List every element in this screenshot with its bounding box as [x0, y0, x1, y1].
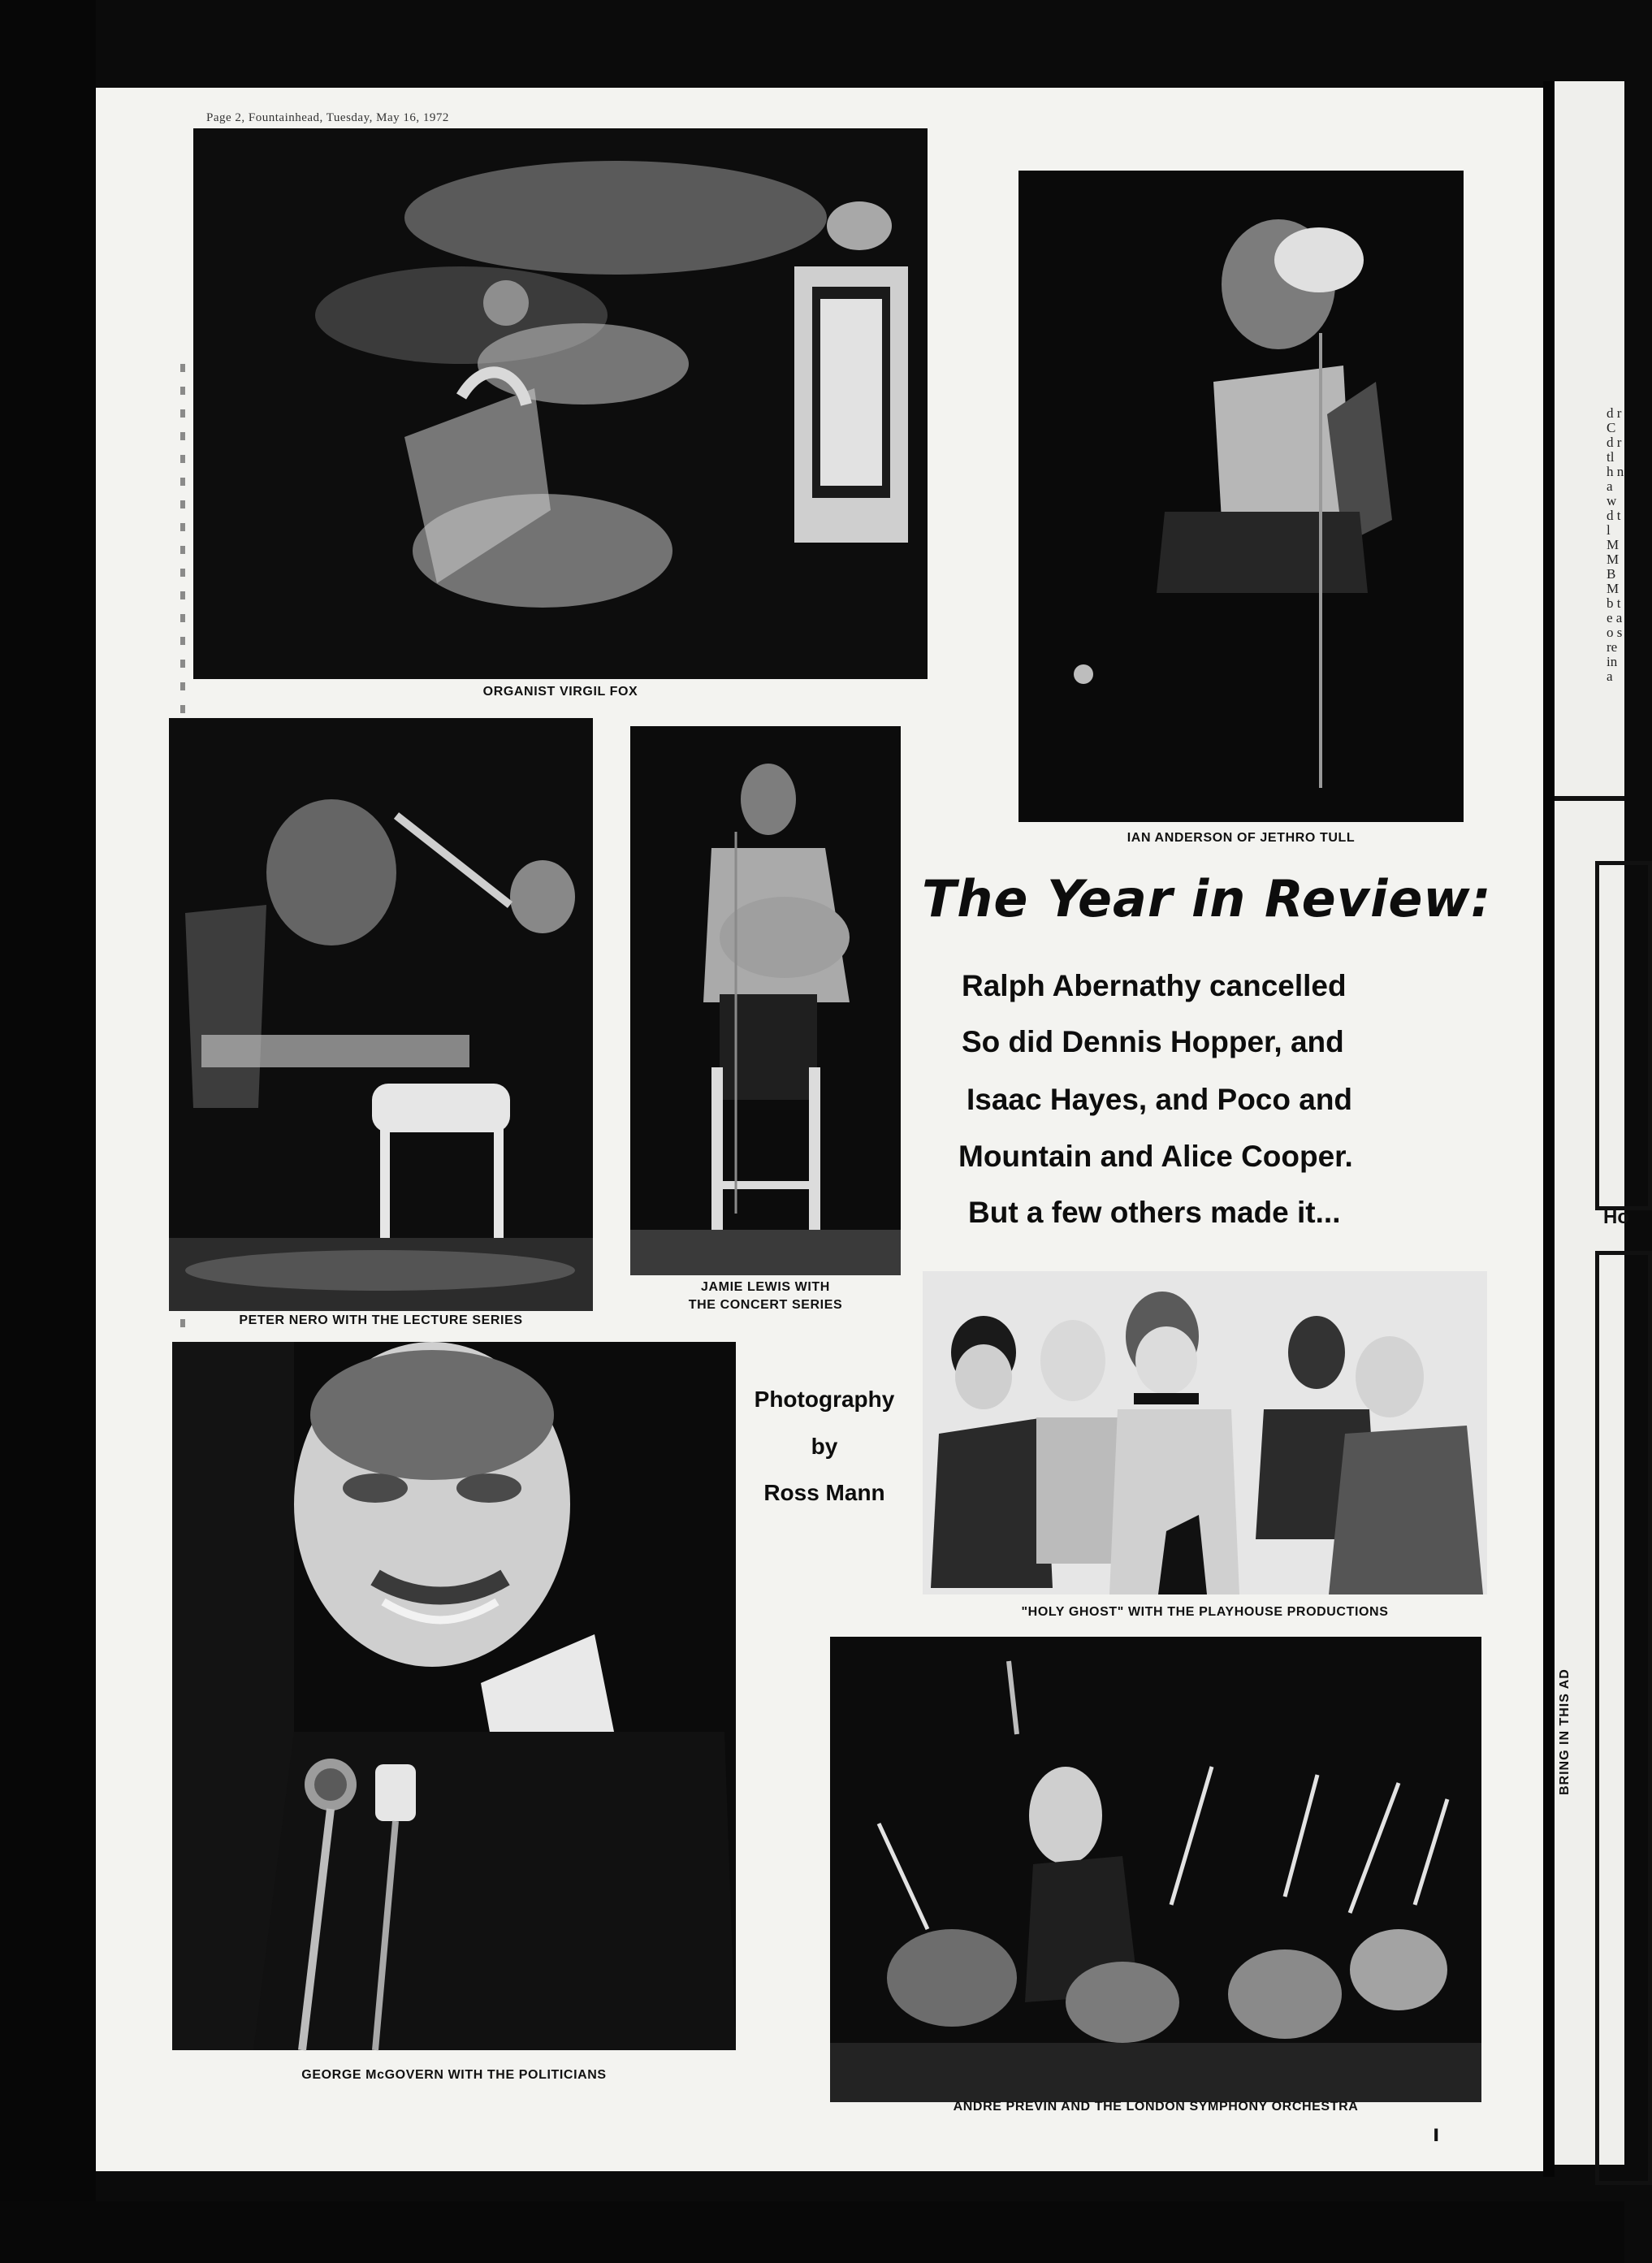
photo-george-mcgovern	[172, 1342, 736, 2050]
caption-virgil-fox: ORGANIST VIRGIL FOX	[482, 685, 638, 699]
caption-jamie-lewis-1: JAMIE LEWIS WITH	[701, 1280, 830, 1294]
caption-peter-nero: PETER NERO WITH THE LECTURE SERIES	[239, 1313, 523, 1327]
deck-line-3: Isaac Hayes, and Poco and	[967, 1083, 1353, 1116]
photo-andre-previn	[830, 1637, 1481, 2102]
adjacent-rule	[1555, 796, 1624, 801]
adjacent-box-2	[1595, 1251, 1652, 2185]
deck-line-2: So did Dennis Hopper, and	[962, 1025, 1344, 1058]
caption-mcgovern: GEORGE McGOVERN WITH THE POLITICIANS	[301, 2068, 607, 2082]
scan-left-edge	[0, 0, 96, 2263]
byline-line-2: by	[811, 1434, 838, 1459]
adjacent-fragment: Ho	[1603, 1206, 1629, 1228]
caption-previn: ANDRE PREVIN AND THE LONDON SYMPHONY ORCHESTRA	[953, 2100, 1359, 2114]
photo-peter-nero	[169, 718, 593, 1311]
deck-line-1: Ralph Abernathy cancelled	[962, 969, 1347, 1002]
deck-line-5: But a few others made it...	[968, 1196, 1341, 1229]
byline-line-3: Ross Mann	[763, 1480, 885, 1505]
folio-line: Page 2, Fountainhead, Tuesday, May 16, 1972	[206, 111, 449, 124]
caption-jamie-lewis-2: THE CONCERT SERIES	[688, 1298, 843, 1312]
photo-virgil-fox	[193, 128, 928, 679]
byline-line-1: Photography	[754, 1387, 895, 1412]
scan-bottom-edge	[0, 2201, 1624, 2263]
photo-holy-ghost	[923, 1271, 1487, 1594]
deck-line-4: Mountain and Alice Cooper.	[958, 1140, 1353, 1173]
photo-ian-anderson	[1018, 171, 1464, 822]
adjacent-page	[1555, 81, 1629, 2165]
adjacent-box-1	[1595, 861, 1652, 1210]
caption-holy-ghost: "HOLY GHOST" WITH THE PLAYHOUSE PRODUCTIONS	[1021, 1605, 1389, 1619]
caption-ian-anderson: IAN ANDERSON OF JETHRO TULL	[1127, 831, 1356, 845]
photo-jamie-lewis	[630, 726, 901, 1275]
headline: The Year in Review:	[922, 869, 1492, 928]
adjacent-margin-text: d r C d r tl h n a w d tl M M B M b te a o s re in a	[1607, 405, 1624, 684]
page-gutter	[1543, 81, 1555, 2177]
adjacent-vertical-text: BRING IN THIS AD	[1558, 1668, 1572, 1795]
page-mark: ı	[1433, 2120, 1440, 2147]
